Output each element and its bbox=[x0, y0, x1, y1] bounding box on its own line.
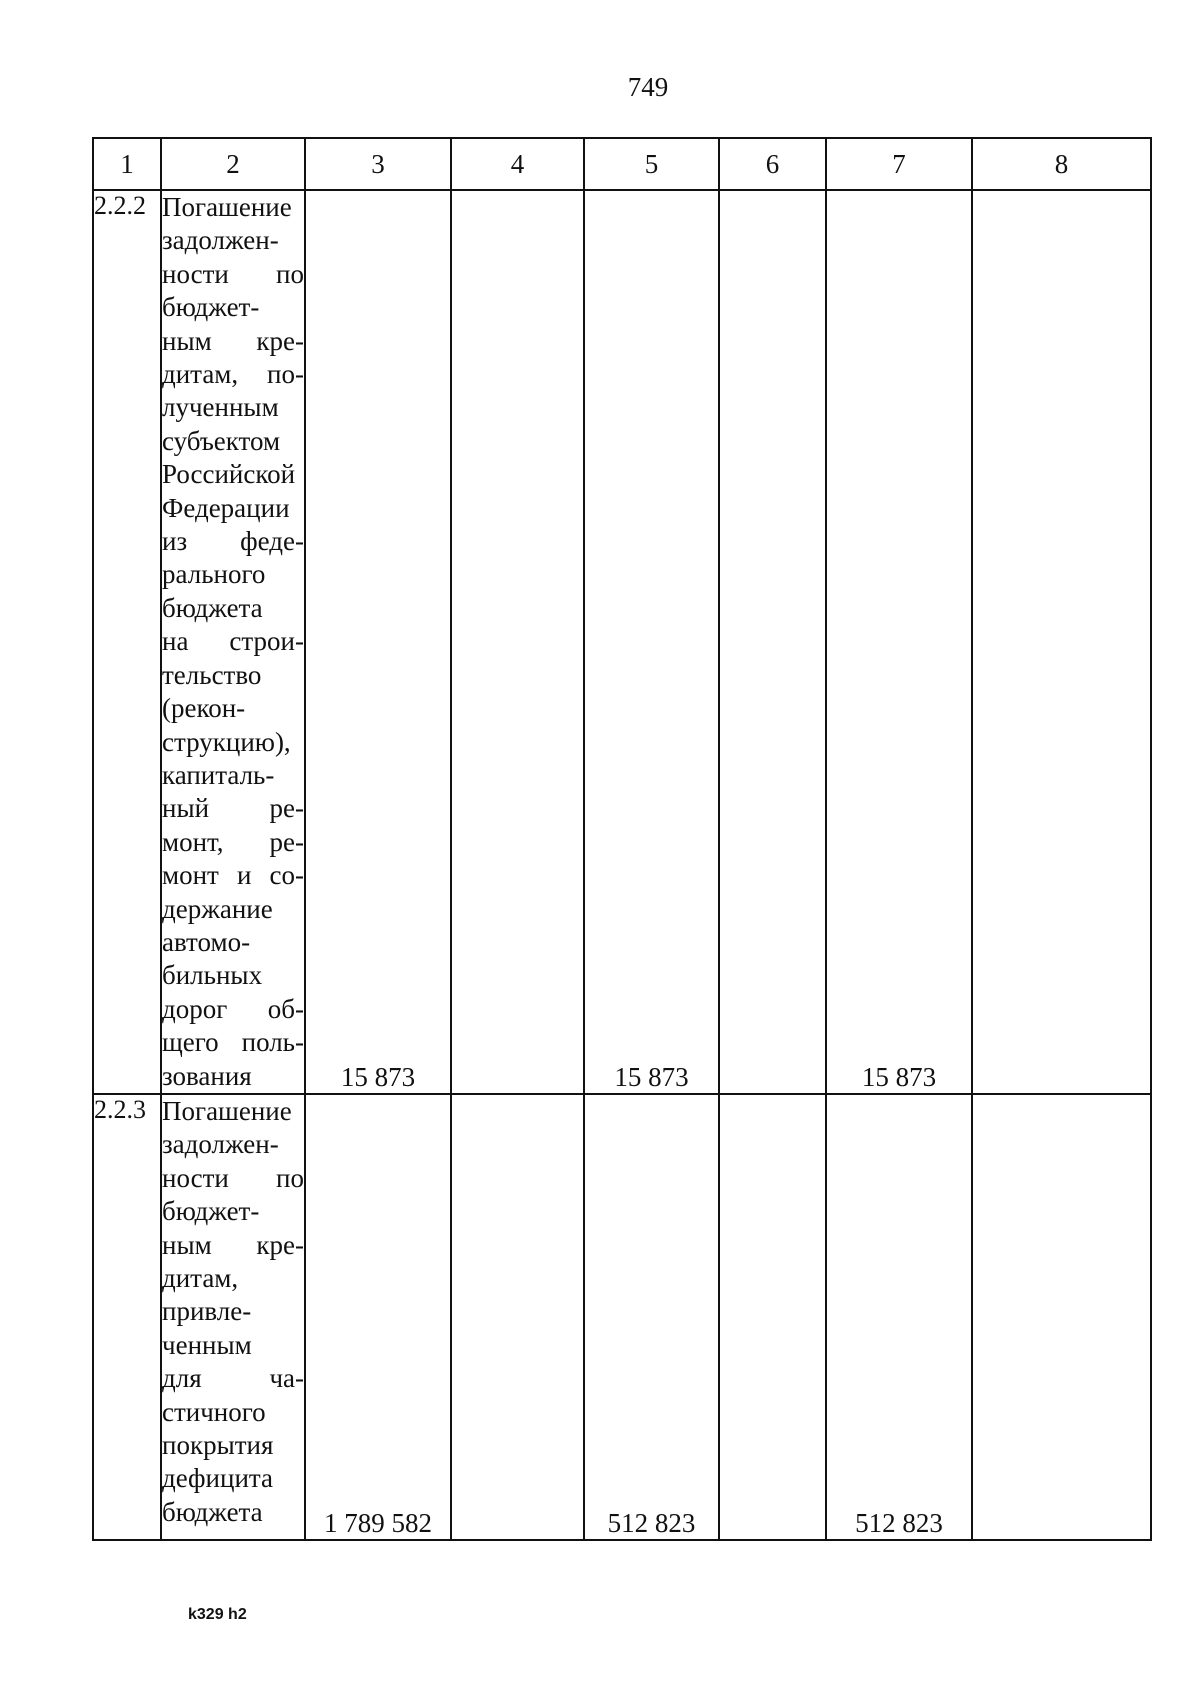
cell-col8 bbox=[972, 190, 1151, 1094]
description-line: привле- bbox=[162, 1296, 252, 1327]
cell-col7: 512 823 bbox=[826, 1094, 972, 1540]
description-line: бюджет- bbox=[162, 1196, 260, 1227]
description-lines bbox=[162, 191, 304, 1093]
cell-col3: 15 873 bbox=[305, 190, 451, 1094]
table-row bbox=[93, 1094, 1151, 1540]
cell-col6 bbox=[719, 1094, 826, 1540]
description-line: дитам, по- bbox=[162, 359, 304, 390]
description-line: задолжен- bbox=[162, 1129, 279, 1160]
description-line: (рекон- bbox=[162, 693, 246, 724]
description-line: лученным bbox=[162, 392, 279, 423]
description-line: ченным bbox=[162, 1329, 252, 1360]
description-line: бюджета bbox=[162, 1496, 263, 1527]
description-line: Российской bbox=[162, 459, 296, 490]
description-line: бюджет- bbox=[162, 292, 260, 323]
description-line: щего поль- bbox=[162, 1027, 304, 1058]
column-header: 8 bbox=[972, 138, 1151, 190]
description-line: Погашение bbox=[162, 1096, 292, 1126]
column-header: 4 bbox=[451, 138, 584, 190]
description-line: капиталь- bbox=[162, 759, 275, 790]
cell-col4 bbox=[451, 1094, 584, 1540]
cell-col8 bbox=[972, 1094, 1151, 1540]
description-line: субъектом bbox=[162, 425, 281, 456]
cell-col6 bbox=[719, 190, 826, 1094]
description-line: автомо- bbox=[162, 926, 251, 957]
description-line: ный ре- bbox=[162, 793, 304, 824]
budget-table bbox=[92, 137, 1152, 1541]
row-description bbox=[161, 190, 305, 1094]
description-line: Погашение bbox=[162, 192, 292, 222]
description-line: ным кре- bbox=[162, 325, 304, 356]
description-line: стичного bbox=[162, 1396, 266, 1427]
column-header: 1 bbox=[93, 138, 161, 190]
description-line: дорог об- bbox=[162, 993, 304, 1024]
description-line: монт и со- bbox=[162, 860, 304, 891]
cell-col7: 15 873 bbox=[826, 190, 972, 1094]
column-header: 5 bbox=[584, 138, 719, 190]
column-header: 2 bbox=[161, 138, 305, 190]
column-header: 7 bbox=[826, 138, 972, 190]
description-line: держание bbox=[162, 893, 273, 924]
description-line: струкцию), bbox=[162, 726, 291, 757]
description-line: дитам, bbox=[162, 1263, 239, 1294]
description-line: из феде- bbox=[162, 526, 304, 557]
cell-col5: 512 823 bbox=[584, 1094, 719, 1540]
table-header-row bbox=[93, 138, 1151, 190]
cell-col3: 1 789 582 bbox=[305, 1094, 451, 1540]
row-code: 2.2.3 bbox=[93, 1094, 161, 1540]
footer-code: k329 h2 bbox=[188, 1606, 247, 1623]
description-line: дефицита bbox=[162, 1463, 274, 1494]
description-line: бюджета bbox=[162, 592, 263, 623]
description-line: Федерации bbox=[162, 492, 290, 523]
row-code: 2.2.2 bbox=[93, 190, 161, 1094]
cell-col5: 15 873 bbox=[584, 190, 719, 1094]
description-line: тельство bbox=[162, 659, 262, 690]
description-line: покрытия bbox=[162, 1430, 274, 1461]
row-description bbox=[161, 1094, 305, 1540]
page-number: 749 bbox=[627, 72, 669, 102]
description-line: бильных bbox=[162, 960, 263, 991]
description-line: зования bbox=[162, 1060, 252, 1091]
column-header: 3 bbox=[305, 138, 451, 190]
cell-col4 bbox=[451, 190, 584, 1094]
column-header: 6 bbox=[719, 138, 826, 190]
description-line: на строи- bbox=[162, 626, 304, 657]
description-line: для ча- bbox=[162, 1363, 304, 1394]
description-lines bbox=[162, 1095, 304, 1529]
description-line: монт, ре- bbox=[162, 826, 304, 857]
description-line: задолжен- bbox=[162, 225, 279, 256]
table-row bbox=[93, 190, 1151, 1094]
description-line: рального bbox=[162, 559, 266, 590]
description-line: ности по bbox=[162, 1162, 304, 1193]
description-line: ности по bbox=[162, 258, 304, 289]
description-line: ным кре- bbox=[162, 1229, 304, 1260]
